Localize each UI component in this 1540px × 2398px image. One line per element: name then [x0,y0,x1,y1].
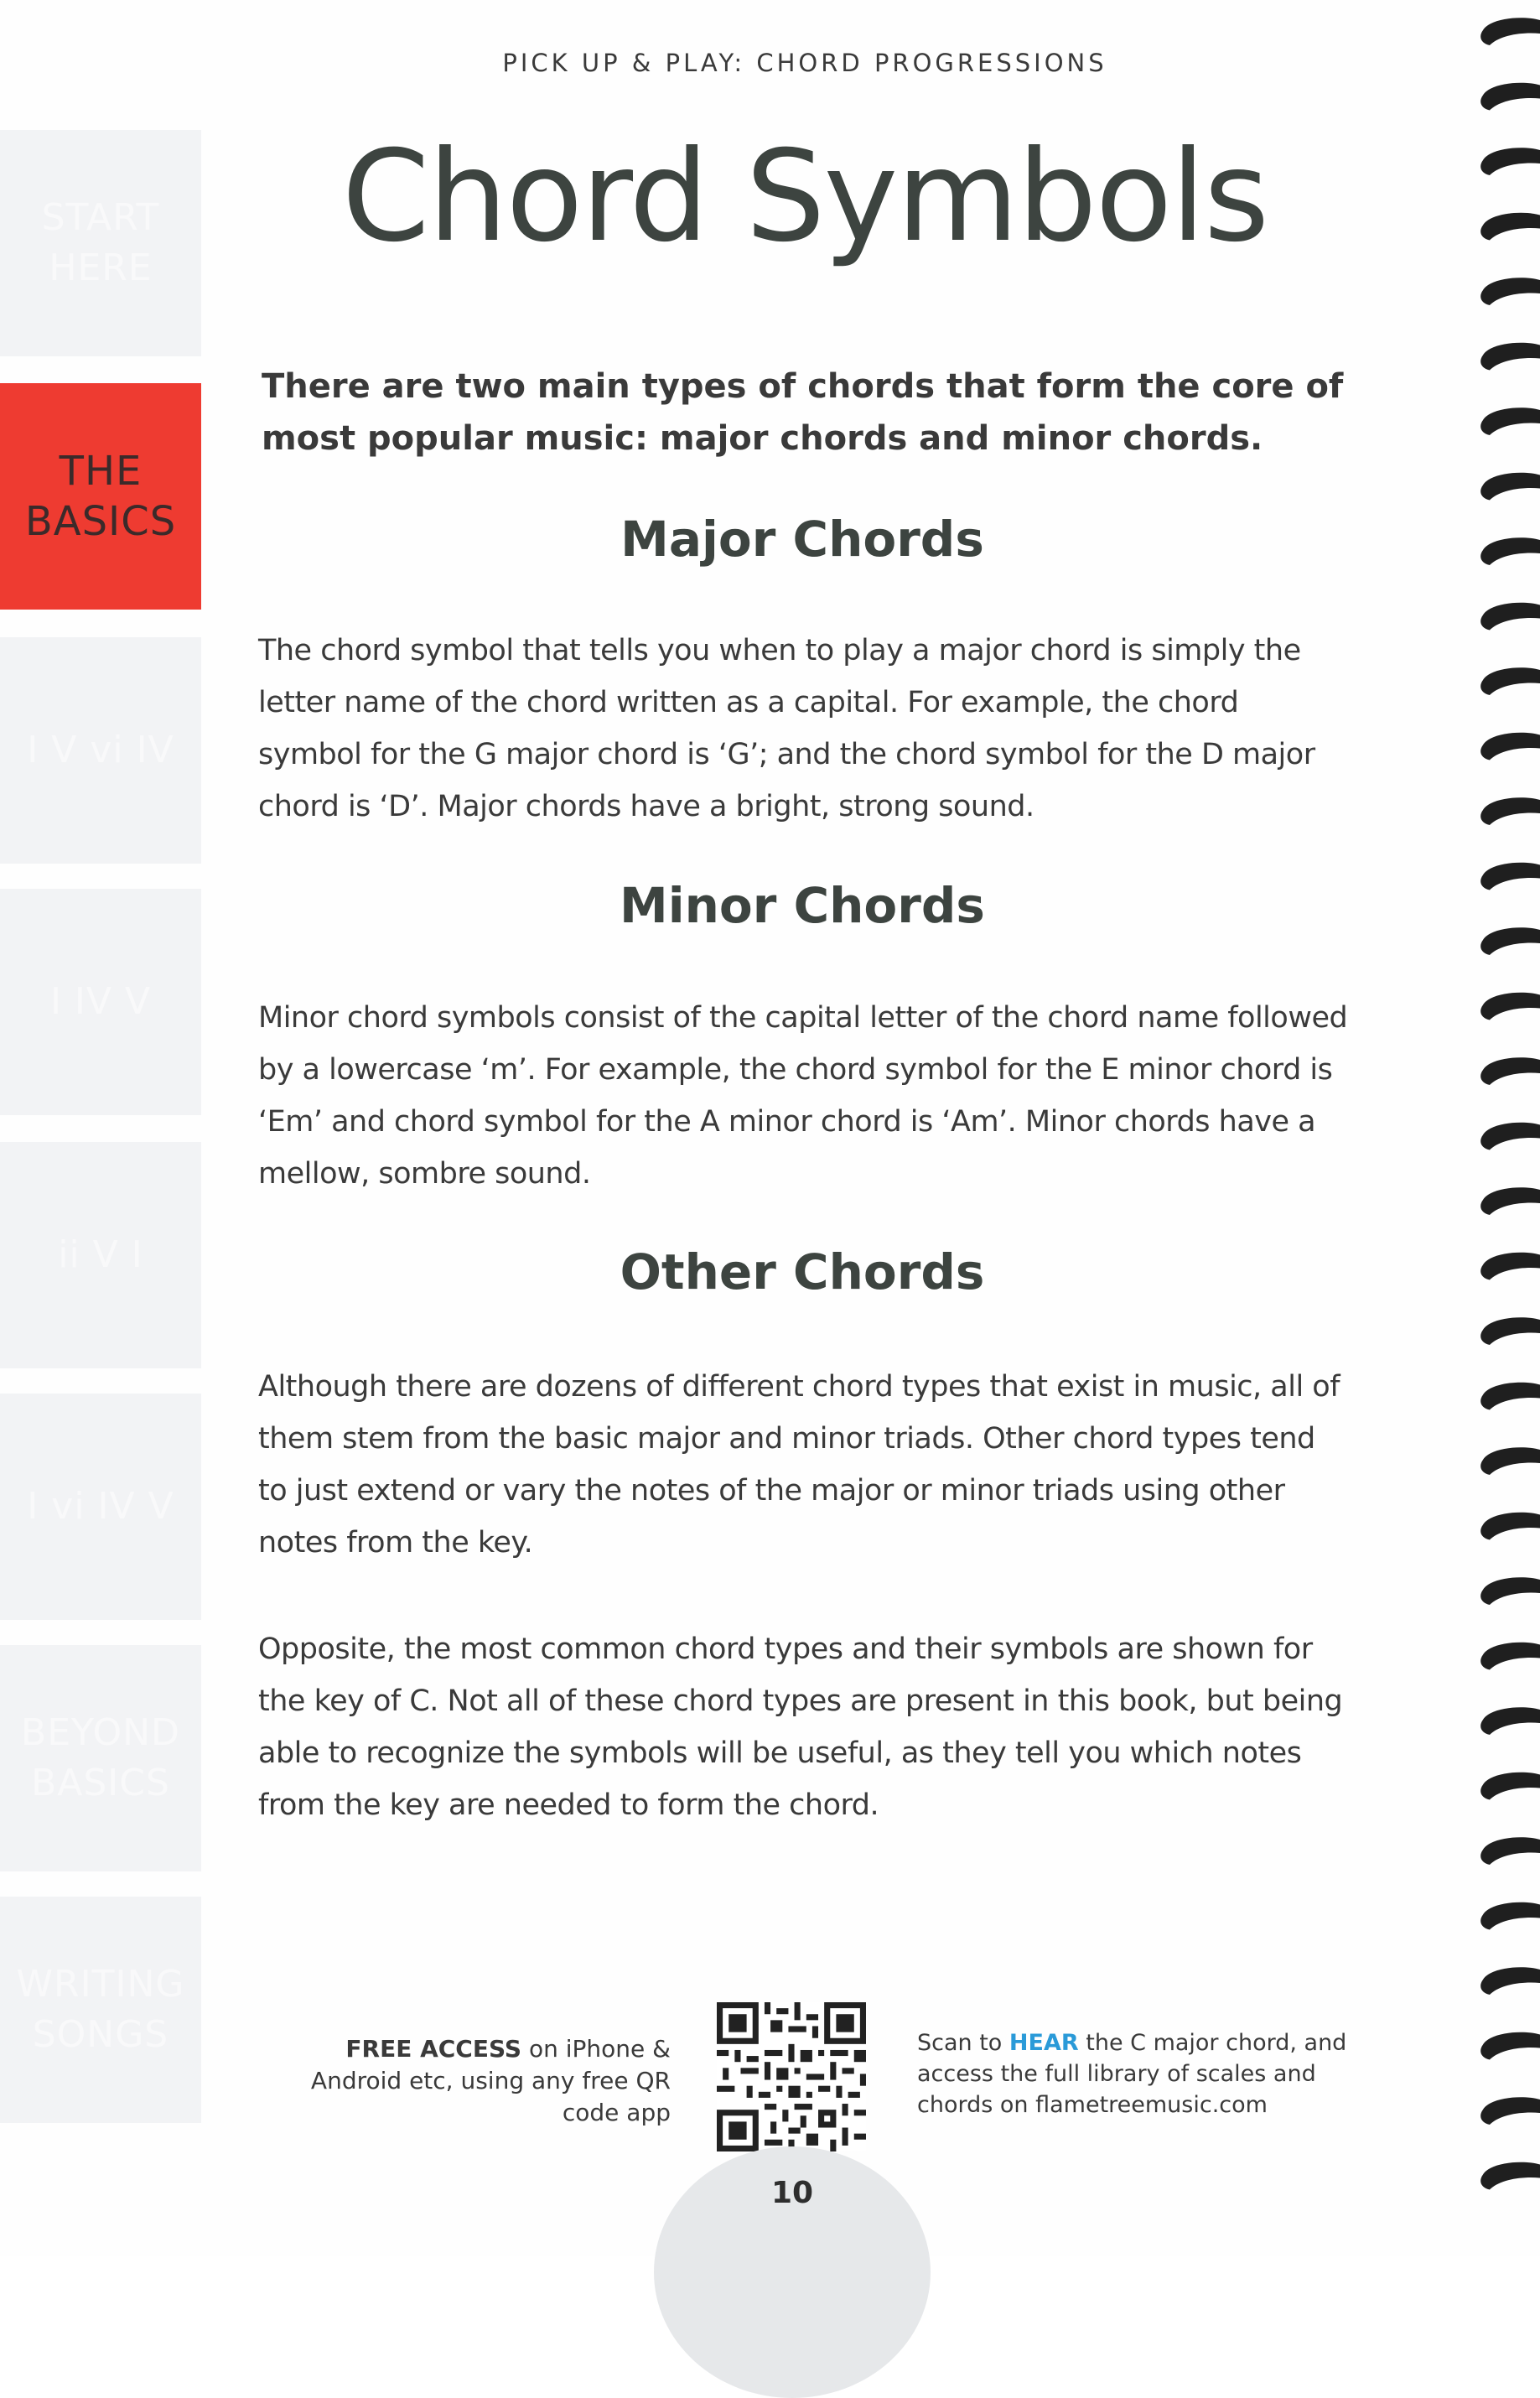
tab-ii-v-i[interactable] [0,1142,201,1368]
binding-coil [1480,1317,1540,1345]
binding-coil [1480,343,1540,371]
tab-the-basics[interactable] [0,383,201,610]
section-heading-major: Major Chords [620,511,984,568]
section-heading-minor: Minor Chords [620,877,985,934]
binding-coil [1480,2032,1540,2060]
binding-coil [1480,993,1540,1020]
hear-link[interactable]: HEAR [1009,2030,1079,2056]
binding-coil [1480,18,1540,45]
tab-beyond-basics[interactable] [0,1645,201,1871]
paragraph-major: The chord symbol that tells you when to play a major chord is simply the letter name of the chord written as a capital. For example, the chord symbol for the G major chord is ‘G’; and the chord symbol for the D major chord is ‘D’. Major chords have a bright, strong sound. [258,634,1315,823]
tab-i-iv-v[interactable] [0,889,201,1115]
binding-coil [1480,1123,1540,1150]
free-access-text: on iPhone & Android etc, using any free QR code app [310,2035,671,2126]
tab-label: I vi IV V [27,1485,174,1528]
binding-coil [1480,1577,1540,1605]
binding-coil [1480,278,1540,305]
binding-coil [1480,473,1540,501]
page-title: Chord Symbols [341,124,1268,270]
tab-label: WRITING SONGS [16,1963,185,2056]
tab-i-vi-iv-v[interactable] [0,1394,201,1620]
tab-label: ii V I [58,1233,143,1276]
binding-coil [1480,1513,1540,1540]
binding-coil [1480,213,1540,241]
free-access-label: FREE ACCESS [345,2035,522,2063]
binding-coil [1480,927,1540,955]
binding-coil [1480,797,1540,825]
tab-writing-songs[interactable] [0,1897,201,2123]
binding-coil [1480,1447,1540,1475]
binding-coil [1480,1773,1540,1800]
binding-coil [1480,1967,1540,1995]
tab-i-v-vi-iv[interactable] [0,637,201,864]
tab-label: I V vi IV [27,729,174,771]
binding-coil [1480,1837,1540,1865]
intro-text: There are two main types of chords that form the core of most popular music: major chords and minor chords. [262,367,1344,458]
binding-coil [1480,1057,1540,1085]
binding-coil [1480,1187,1540,1215]
tab-start-here[interactable] [0,130,201,356]
binding-coil [1480,1643,1540,1670]
spiral-binding [1471,0,1540,2256]
binding-coil [1480,2162,1540,2190]
free-access-note [251,2033,671,2129]
running-head: PICK UP & PLAY: CHORD PROGRESSIONS [502,49,1107,77]
page-number: 10 [770,2176,814,2210]
paragraph-minor: Minor chord symbols consist of the capital letter of the chord name followed by a lowercase ‘m’. For example, the chord symbol for the E minor chord is ‘Em’ and chord symbol for the A minor chord is ‘Am’. Minor chords have a mellow, sombre sound. [258,1001,1348,1191]
binding-coil [1480,537,1540,565]
binding-coil [1480,667,1540,695]
scan-prefix: Scan to [917,2030,1009,2056]
binding-coil [1480,1253,1540,1280]
binding-coil [1480,603,1540,631]
section-heading-other: Other Chords [620,1243,985,1300]
tab-label: I IV V [49,980,152,1023]
qr-code-icon[interactable] [717,2002,866,2151]
binding-coil [1480,1383,1540,1410]
binding-coil [1480,148,1540,175]
tab-label: BEYOND BASICS [21,1711,180,1804]
paragraph-other-2: Opposite, the most common chord types and their symbols are shown for the key of C. Not all of these chord types are present in this book, but being able to recognize the symbols will be useful, as they tell you which notes from the key are needed to form the chord. [258,1632,1343,1822]
tab-label: THE BASICS [24,448,177,545]
binding-coil [1480,1707,1540,1735]
binding-coil [1480,2097,1540,2125]
binding-coil [1480,407,1540,435]
binding-coil [1480,83,1540,111]
scan-note [917,2027,1370,2120]
scan-text: the C major chord, and access the full library of scales and chords on flametreemusic.com [917,2030,1347,2118]
binding-coil [1480,1902,1540,1930]
tab-label: START HERE [41,196,160,289]
paragraph-other-1: Although there are dozens of different chord types that exist in music, all of them stem from the basic major and minor triads. Other chord types tend to just extend or vary the notes of the major or minor triads using other notes from the key. [258,1370,1340,1560]
binding-coil [1480,863,1540,890]
binding-coil [1480,733,1540,760]
